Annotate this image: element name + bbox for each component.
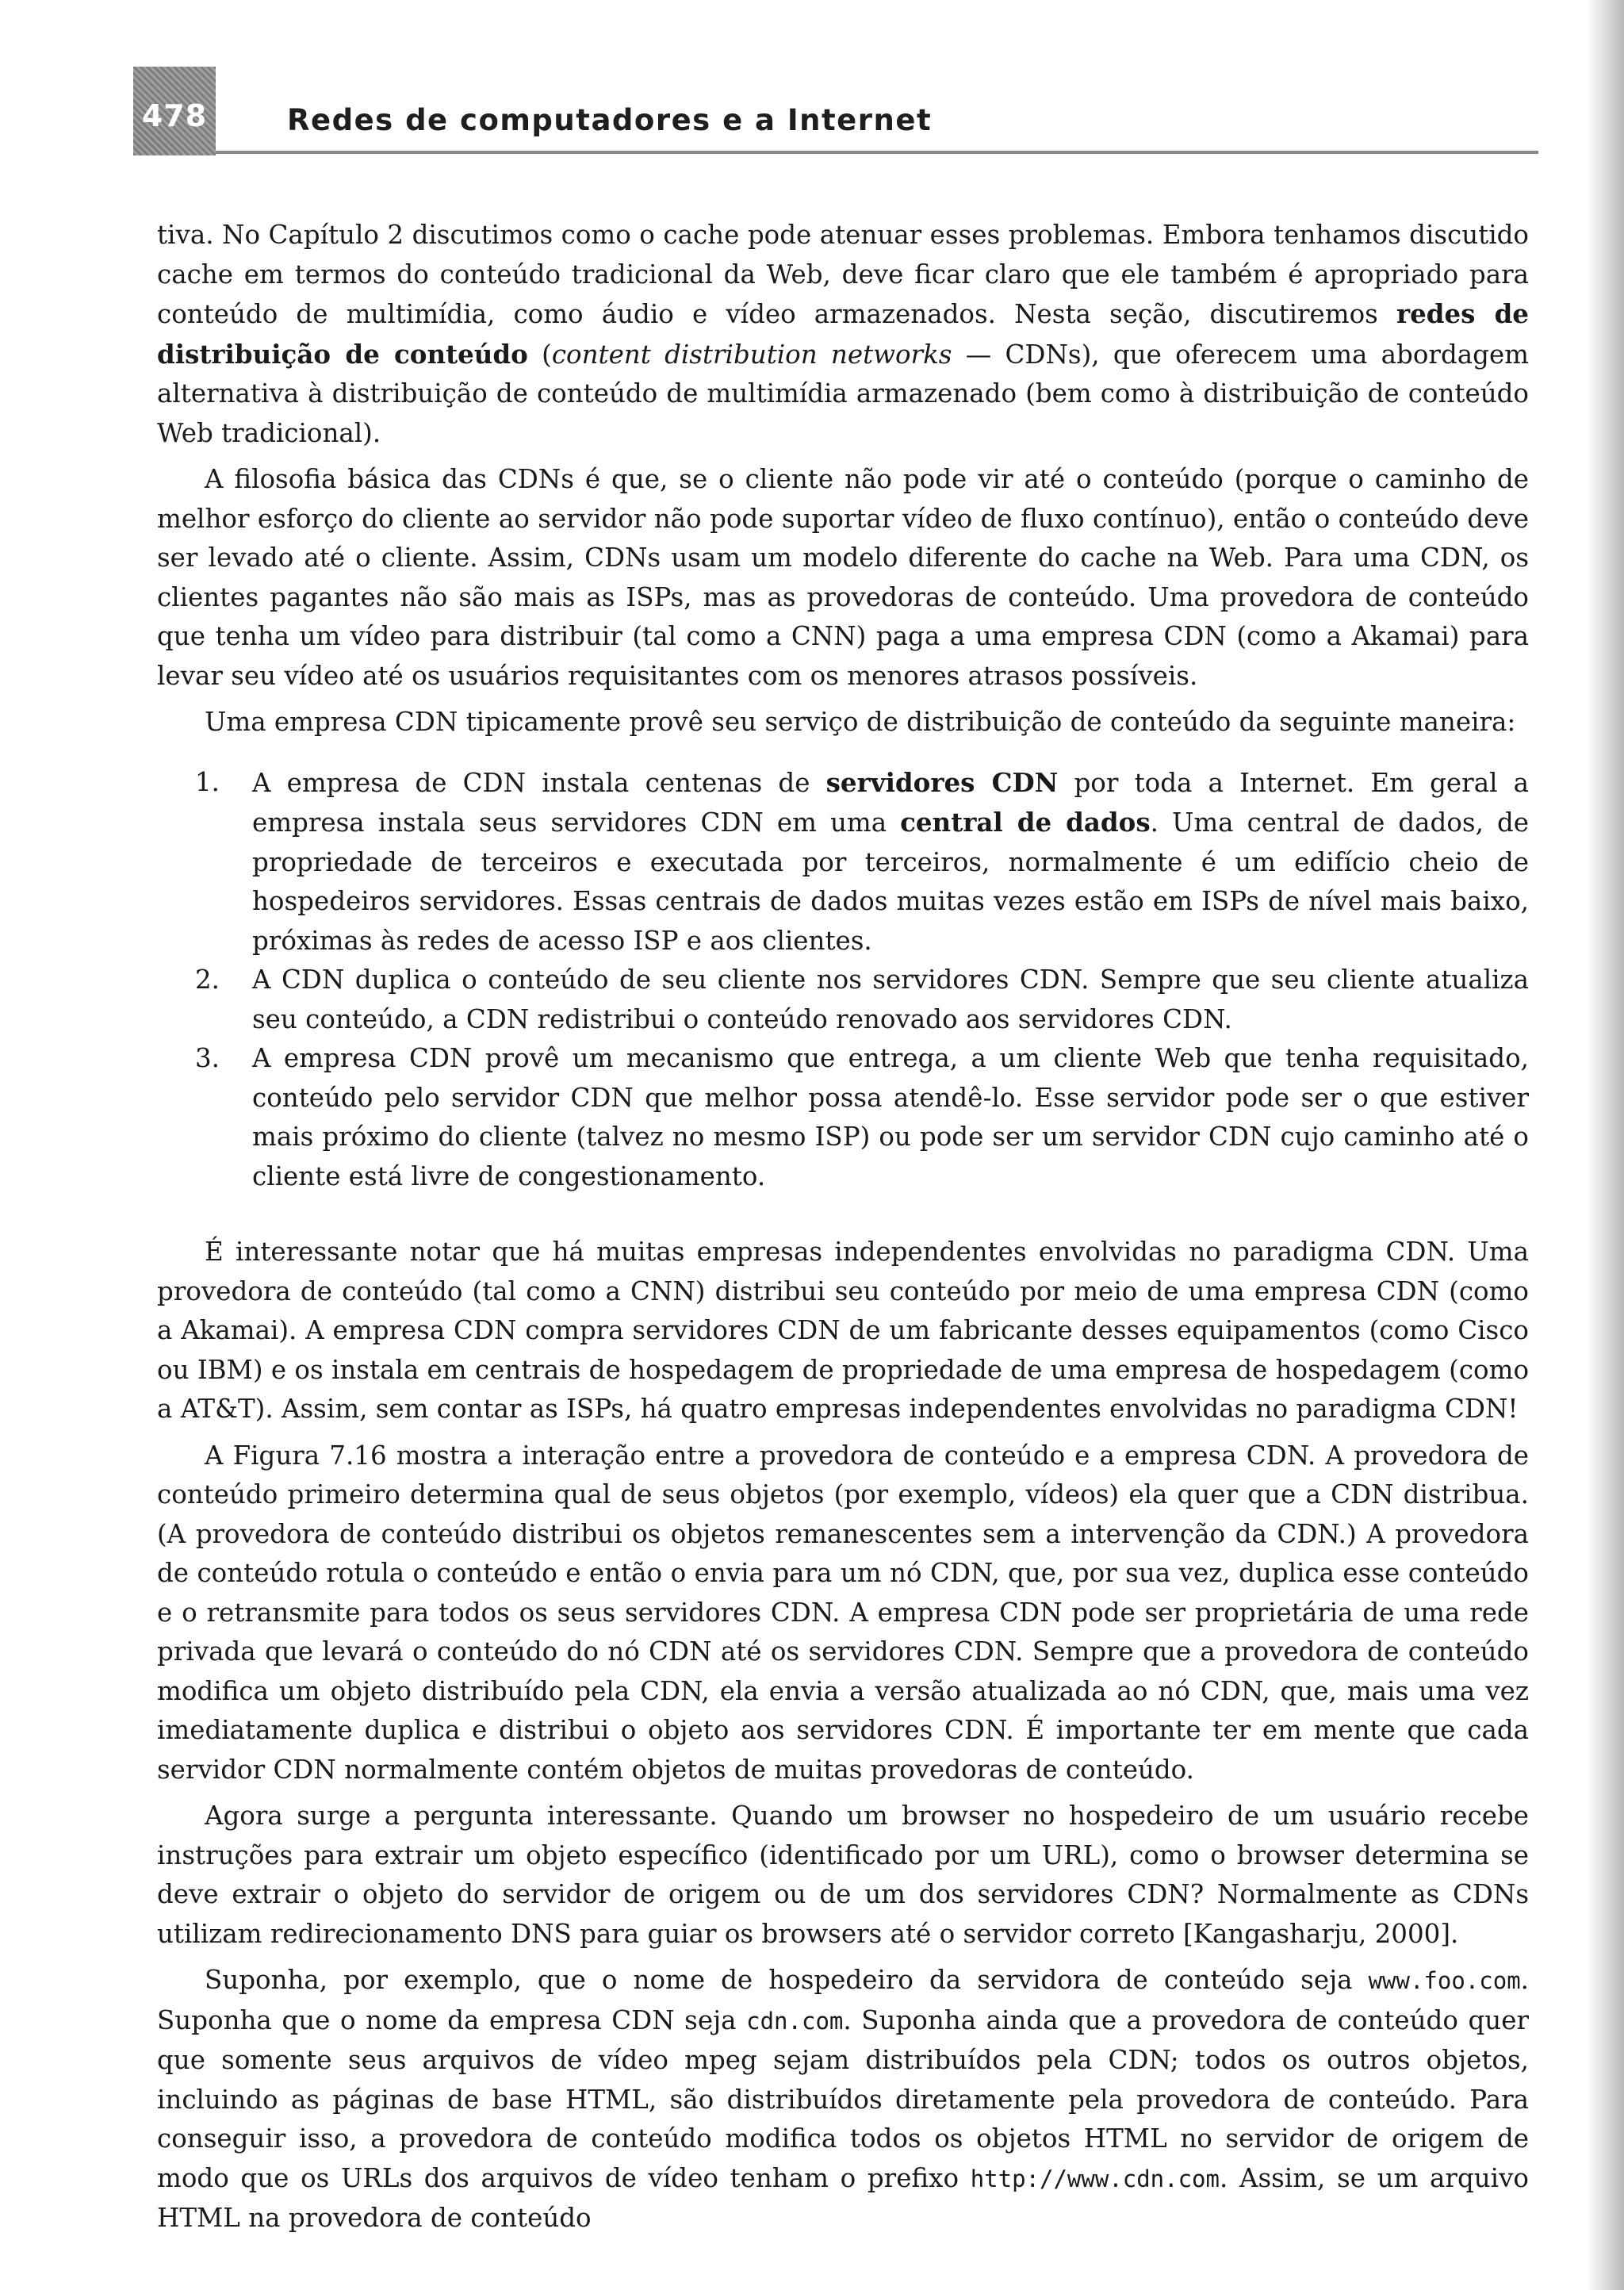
- term-cdn-english: content distribution networks: [551, 339, 952, 370]
- paragraph-7: Suponha, por exemplo, que o nome de hospedeiro da servidora de conteúdo seja www.foo.com. Suponha que o nome da empresa CDN seja cdn.com. Suponha ainda que a provedora de conteúdo quer que somente seus arquivos de vídeo mpeg sejam distribuídos pela CDN; todos os outros objetos, incluindo as páginas de base HTML, são distribuídos diretamente pela provedora de conteúdo. Para conseguir isso, a provedora de conteúdo modifica todos os objetos HTML no servidor de origem de modo que os URLs dos arquivos de vídeo tenham o prefixo http://www.cdn.com. Assim, se um arquivo HTML na provedora de conteúdo: [157, 1965, 1530, 2233]
- body-text: [157, 216, 1529, 2238]
- book-title: Redes de computadores e a Internet: [287, 103, 933, 137]
- cdn-steps-list: [157, 763, 1529, 1197]
- running-header: [133, 67, 1538, 155]
- page-edge-shadow: [1586, 0, 1624, 2290]
- header-rule: [216, 151, 1538, 154]
- term-cdn-servers: servidores CDN: [825, 766, 1059, 798]
- page-number-box: [133, 67, 216, 155]
- list-number: 3.: [195, 1043, 220, 1073]
- page-number: 478: [141, 98, 208, 133]
- hostname-cdn: cdn.com: [746, 2007, 844, 2035]
- hostname-foo: www.foo.com: [1368, 1967, 1521, 1994]
- list-number: 1.: [195, 766, 220, 797]
- paragraph-1: tiva. No Capítulo 2 discutimos como o cache pode atenuar esses problemas. Embora tenhamos discutido cache em termos do conteúdo tradicional da Web, deve ficar claro que ele também é apropriado para conteúdo de multimídia, como áudio e vídeo armazenados. Nesta seção, discutiremos redes de distribuição de conteúdo (content distribution networks — CDNs), que oferecem uma abordagem alternativa à distribuição de conteúdo de multimídia armazenado (bem como à distribuição de conteúdo Web tradicional).: [157, 220, 1529, 448]
- list-item: 2. A CDN duplica o conteúdo de seu cliente nos servidores CDN. Sempre que seu cliente atualiza seu conteúdo, a CDN redistribui o conteúdo renovado aos servidores CDN.: [157, 961, 1529, 1039]
- paragraph-4: É interessante notar que há muitas empresas independentes envolvidas no paradigma CDN. Uma provedora de conteúdo (tal como a CNN) distribui seu conteúdo por meio de uma empresa CDN (como a Akamai). A empresa CDN compra servidores CDN de um fabricante desses equipamentos (como Cisco ou IBM) e os instala em centrais de hospedagem de propriedade de uma empresa de hospedagem (como a AT&T). Assim, sem contar as ISPs, há quatro empresas independentes envolvidas no paradigma CDN!: [157, 1237, 1530, 1424]
- list-number: 2.: [195, 965, 220, 995]
- paragraph-2: A filosofia básica das CDNs é que, se o cliente não pode vir até o conteúdo (porque o caminho de melhor esforço do cliente ao servidor não pode suportar vídeo de fluxo contínuo), então o conteúdo deve ser levado até o cliente. Assim, CDNs usam um modelo diferente do cache na Web. Para uma CDN, os clientes pagantes não são mais as ISPs, mas as provedoras de conteúdo. Uma provedora de conteúdo que tenha um vídeo para distribuir (tal como a CNN) paga a uma empresa CDN (como a Akamai) para levar seu vídeo até os usuários requisitantes com os menores atrasos possíveis.: [157, 464, 1529, 691]
- term-data-center: central de dados: [900, 807, 1151, 838]
- list-item: 1. A empresa de CDN instala centenas de servidores CDN por toda a Internet. Em geral a empresa instala seus servidores CDN em uma central de dados. Uma central de dados, de propriedade de terceiros e executada por terceiros, normalmente é um edifício cheio de hospedeiros servidores. Essas centrais de dados muitas vezes estão em ISPs de nível mais baixo, próximas às redes de acesso ISP e aos clientes.: [157, 763, 1529, 961]
- paragraph-6: Agora surge a pergunta interessante. Quando um browser no hospedeiro de um usuário recebe instruções para extrair um objeto específico (identificado por um URL), como o browser determina se deve extrair o objeto do servidor de origem ou de um dos servidores CDN? Normalmente as CDNs utilizam redirecionamento DNS para guiar os browsers até o servidor correto [Kangasharju, 2000].: [157, 1801, 1529, 1949]
- url-prefix: http://www.cdn.com: [970, 2165, 1220, 2192]
- paragraph-3: Uma empresa CDN tipicamente provê seu serviço de distribuição de conteúdo da seguinte maneira:: [205, 707, 1516, 737]
- list-item: 3. A empresa CDN provê um mecanismo que entrega, a um cliente Web que tenha requisitado, conteúdo pelo servidor CDN que melhor possa atendê-lo. Esse servidor pode ser o que estiver mais próximo do cliente (talvez no mesmo ISP) ou pode ser um servidor CDN cujo caminho até o cliente está livre de congestionamento.: [157, 1039, 1529, 1196]
- paragraph-5: A Figura 7.16 mostra a interação entre a provedora de conteúdo e a empresa CDN. A provedora de conteúdo primeiro determina qual de seus objetos (por exemplo, vídeos) ela quer que a CDN distribua. (A provedora de conteúdo distribui os objetos remanescentes sem a intervenção da CDN.) A provedora de conteúdo rotula o conteúdo e então o envia para um nó CDN, que, por sua vez, duplica esse conteúdo e o retransmite para todos os seus servidores CDN. A empresa CDN pode ser proprietária de uma rede privada que levará o conteúdo do nó CDN até os servidores CDN. Sempre que a provedora de conteúdo modifica um objeto distribuído pela CDN, ela envia a versão atualizada ao nó CDN, que, mais uma vez imediatamente duplica e distribui o objeto aos servidores CDN. É importante ter em mente que cada servidor CDN normalmente contém objetos de muitas provedoras de conteúdo.: [157, 1440, 1529, 1785]
- term-cdn: redes de distribuição de conteúdo: [157, 298, 1529, 370]
